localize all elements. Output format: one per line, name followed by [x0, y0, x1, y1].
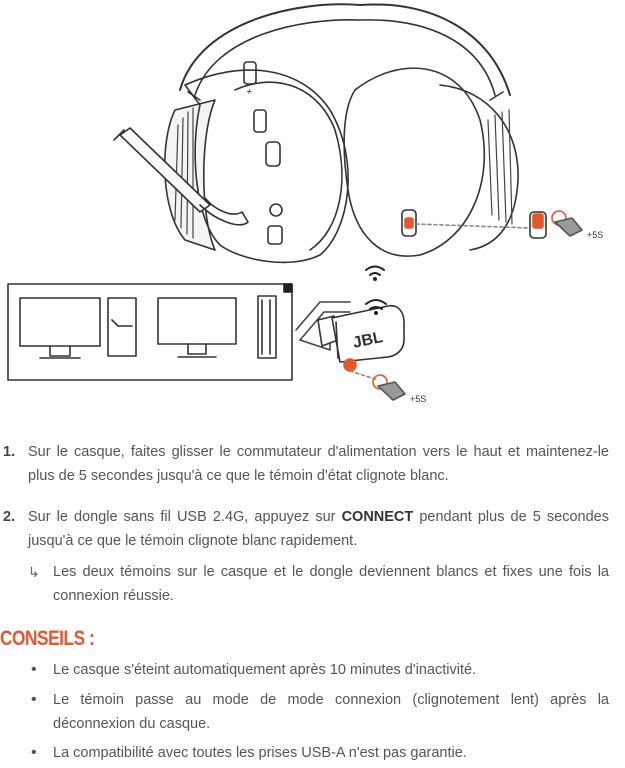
result-text: Les deux témoins sur le casque et le dongle deviennent blancs et fixes une fois la connexion réussie. [53, 564, 609, 604]
usb-dongle [296, 302, 404, 380]
tip-3-text: La compatibilité avec toutes les prises USB-A n'est pas garantie. [53, 745, 467, 761]
tips-heading: CONSEILS : [0, 627, 95, 650]
wireless-icon [366, 267, 384, 281]
step-2-number: 2. [3, 509, 16, 525]
bullet-icon: • [31, 744, 37, 761]
dongle-logo: JBL [351, 328, 385, 352]
computer-panel [8, 284, 292, 380]
tip-1-text: Le casque s'éteint automatiquement après 10 minutes d'inactivité. [53, 662, 477, 678]
bullet-icon: • [31, 691, 37, 708]
svg-text:+ -: + - [244, 81, 258, 96]
headset-switch-callout [530, 211, 603, 240]
connect-label: CONNECT [341, 509, 414, 525]
dongle-button-callout [373, 375, 426, 404]
bullet-icon: • [31, 661, 37, 678]
callout-label-headset: +5S [587, 230, 604, 240]
callout-label-dongle: +5S [410, 394, 427, 404]
headset-right-earcup [344, 68, 530, 256]
headset-left-earcup [165, 62, 348, 262]
tip-2-text: Le témoin passe au mode de mode connexion (clignotement lent) après la déconnexion du casque. [53, 692, 609, 732]
headset-headband [180, 4, 510, 100]
result-arrow-icon: ↳ [28, 564, 40, 580]
step-2-text: Sur le dongle sans fil USB 2.4G, appuyez sur CONNECT pendant plus de 5 secondes jusqu'à ce que le témoin clignote blanc rapidement. [28, 509, 609, 549]
step-1-number: 1. [3, 444, 16, 460]
step-1-text: Sur le casque, faites glisser le commutateur d'alimentation vers le haut et maintenez-le plus de 5 secondes jusqu'à ce que le témoin d'état clignote blanc. [28, 444, 609, 484]
